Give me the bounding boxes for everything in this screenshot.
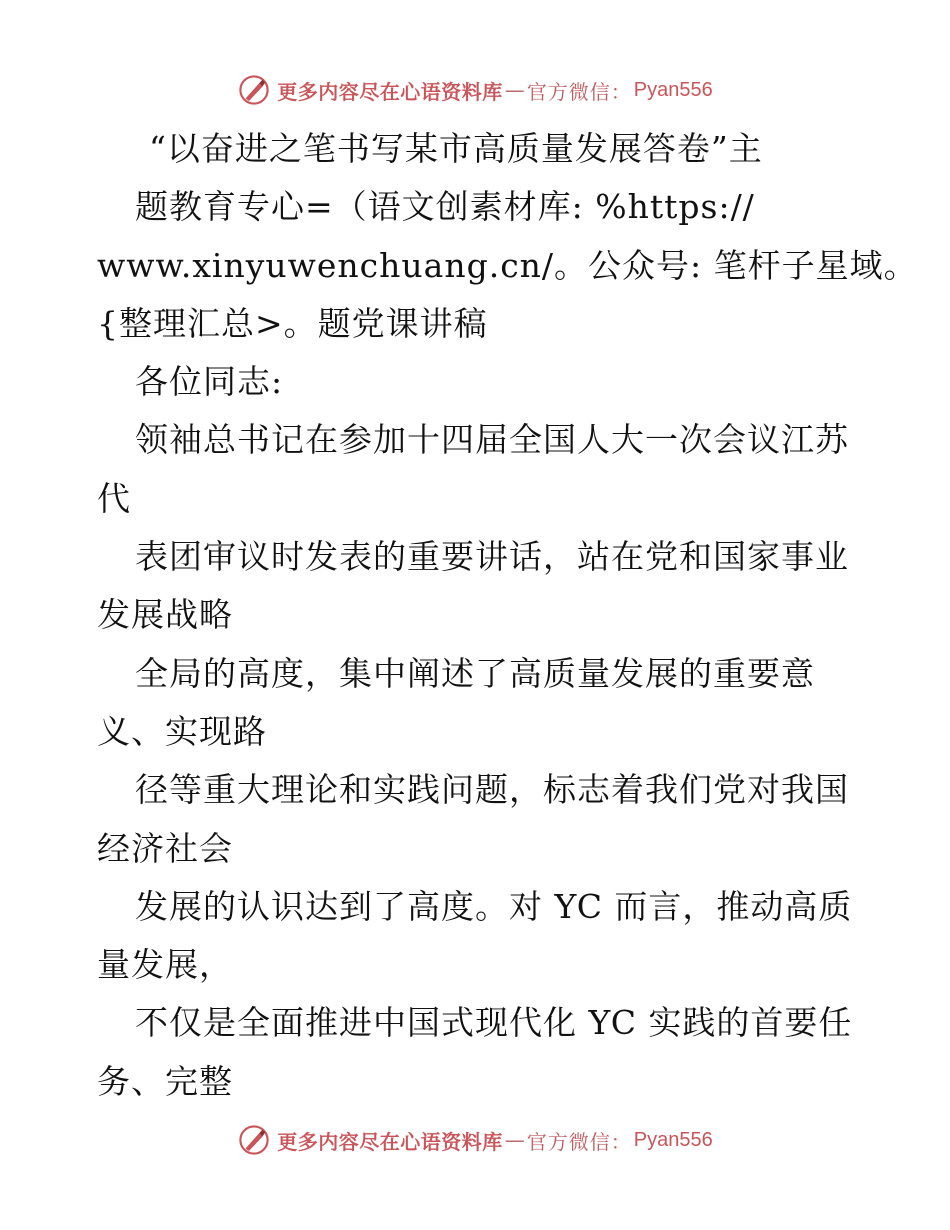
- paragraph-line: 量发展，: [97, 945, 233, 985]
- title-line-3: www.xinyuwenchuang.cn/。公众号: 笔杆子星域。: [97, 245, 918, 285]
- watermark-official: 官方微信：: [526, 1129, 632, 1154]
- paragraph-line: 发展的认识达到了高度。对 YC 而言，推动高质: [135, 886, 853, 926]
- pen-logo-icon: [237, 73, 271, 107]
- paragraph-line: 表团审议时发表的重要讲话，站在党和国家事业: [135, 537, 849, 577]
- paragraph-line: 经济社会: [97, 828, 233, 868]
- paragraph-line: 领袖总书记在参加十四届全国人大一次会议江苏: [135, 420, 849, 460]
- watermark-footer: [0, 1120, 950, 1160]
- paragraph-line: 务、完整: [97, 1061, 233, 1101]
- paragraph-line: 发展战略: [97, 595, 233, 635]
- paragraph-line: 径等重大理论和实践问题，标志着我们党对我国: [135, 770, 849, 810]
- watermark-id: Pyan556: [633, 78, 713, 101]
- title-line-2: 题教育专心=（语文创素材库: %https://: [135, 187, 755, 227]
- watermark-header: [0, 70, 950, 110]
- watermark-id: Pyan556: [633, 1128, 713, 1151]
- watermark-dash: —: [504, 1128, 525, 1152]
- paragraph-line: 义、实现路: [97, 711, 267, 751]
- paragraph-line: 代: [97, 478, 131, 518]
- title-line-1: “以奋进之笔书写某市高质量发展答卷”主: [149, 129, 763, 168]
- greeting: 各位同志:: [135, 362, 284, 402]
- title-line-4: {整理汇总>。题党课讲稿: [97, 303, 488, 343]
- paragraph-line: 全局的高度，集中阐述了高质量发展的重要意: [135, 653, 815, 693]
- watermark-dash: —: [504, 78, 525, 102]
- watermark-official: 官方微信：: [526, 79, 632, 104]
- watermark-brand: 更多内容尽在心语资料库: [277, 1129, 503, 1154]
- paragraph-line: 不仅是全面推进中国式现代化 YC 实践的首要任: [135, 1003, 853, 1043]
- watermark-brand: 更多内容尽在心语资料库: [277, 79, 503, 104]
- pen-logo-icon: [237, 1123, 271, 1157]
- document-body: [97, 120, 918, 1111]
